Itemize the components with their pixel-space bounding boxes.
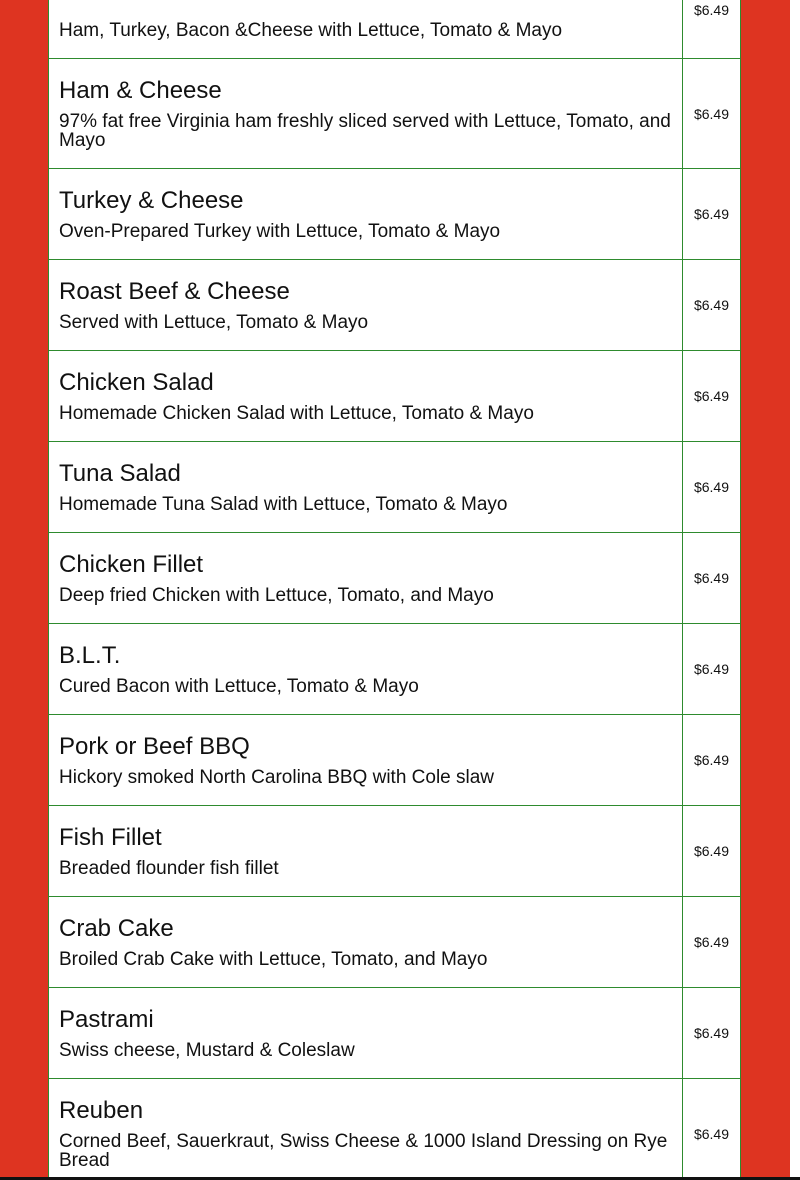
menu-item-name: Reuben [59, 1097, 144, 1124]
menu-row [49, 988, 741, 1079]
menu-item-description: Breaded flounder fish fillet [59, 858, 279, 879]
menu-row [49, 442, 741, 533]
menu-item-cell [49, 169, 683, 260]
menu-item-price: $6.49 [683, 715, 741, 806]
menu-item-description: Cured Bacon with Lettuce, Tomato & Mayo [59, 676, 419, 697]
menu-item-cell [49, 59, 683, 169]
menu-item-description: Ham, Turkey, Bacon &Cheese with Lettuce, Tomato & Mayo [59, 20, 563, 41]
menu-item-description: 97% fat free Virginia ham freshly sliced served with Lettuce, Tomato, and Mayo [59, 111, 671, 151]
menu-item-cell [49, 260, 683, 351]
menu-item-cell [49, 624, 683, 715]
menu-item-cell [49, 806, 683, 897]
menu-item-price: $6.49 [683, 988, 741, 1079]
menu-item-cell [49, 715, 683, 806]
menu-row [49, 533, 741, 624]
menu-table-body [49, 0, 741, 1180]
menu-item-name: Fish Fillet [59, 824, 162, 851]
menu-item-price: $6.49 [683, 351, 741, 442]
menu-item-name: Turkey & Cheese [59, 187, 244, 214]
menu-row [49, 351, 741, 442]
menu-item-price: $6.49 [683, 169, 741, 260]
menu-table [48, 0, 741, 1180]
page-background-right [740, 0, 790, 1180]
menu-item-cell [49, 442, 683, 533]
menu-item-name: Pastrami [59, 1006, 154, 1033]
menu-item-price: $6.49 [683, 897, 741, 988]
menu-item-cell [49, 897, 683, 988]
page-edge [790, 0, 800, 1180]
menu-item-cell [49, 988, 683, 1079]
menu-item-price: $6.49 [683, 533, 741, 624]
menu-item-description: Corned Beef, Sauerkraut, Swiss Cheese & 1000 Island Dressing on Rye Bread [59, 1131, 668, 1171]
menu-row [49, 806, 741, 897]
menu-item-description: Broiled Crab Cake with Lettuce, Tomato, and Mayo [59, 949, 488, 970]
menu-row [49, 624, 741, 715]
page-background-left [0, 0, 48, 1180]
menu-item-name: Roast Beef & Cheese [59, 278, 290, 305]
menu-item-cell [49, 1079, 683, 1180]
menu-item-name: Chicken Salad [59, 369, 214, 396]
menu-item-name: Chicken Fillet [59, 551, 204, 578]
menu-item-name [59, 0, 672, 14]
menu-item-name: B.L.T. [59, 642, 121, 669]
menu-row [49, 59, 741, 169]
menu-item-price: $6.49 [683, 260, 741, 351]
menu-item-name: Tuna Salad [59, 460, 181, 487]
menu-item-price: $6.49 [683, 442, 741, 533]
menu-item-description: Homemade Chicken Salad with Lettuce, Tomato & Mayo [59, 403, 534, 424]
menu-item-description: Oven-Prepared Turkey with Lettuce, Tomato & Mayo [59, 221, 501, 242]
menu-item-description: Swiss cheese, Mustard & Coleslaw [59, 1040, 355, 1061]
menu-item-name: Crab Cake [59, 915, 174, 942]
menu-row [49, 0, 741, 59]
menu-item-price: $6.49 [683, 59, 741, 169]
menu-row [49, 897, 741, 988]
menu-item-price: $6.49 [683, 0, 741, 59]
menu-row [49, 169, 741, 260]
menu-row [49, 715, 741, 806]
menu-row [49, 1079, 741, 1180]
menu-item-cell [49, 351, 683, 442]
menu-row [49, 260, 741, 351]
menu-item-name: Pork or Beef BBQ [59, 733, 250, 760]
menu-item-price: $6.49 [683, 806, 741, 897]
menu-item-description: Hickory smoked North Carolina BBQ with Cole slaw [59, 767, 495, 788]
menu-item-cell [49, 533, 683, 624]
menu-item-description: Served with Lettuce, Tomato & Mayo [59, 312, 369, 333]
menu-item-cell [49, 0, 683, 59]
menu-item-price: $6.49 [683, 624, 741, 715]
menu-item-description: Deep fried Chicken with Lettuce, Tomato, and Mayo [59, 585, 494, 606]
menu-item-price: $6.49 [683, 1079, 741, 1180]
menu-item-description: Homemade Tuna Salad with Lettuce, Tomato & Mayo [59, 494, 508, 515]
menu-item-name: Ham & Cheese [59, 77, 222, 104]
